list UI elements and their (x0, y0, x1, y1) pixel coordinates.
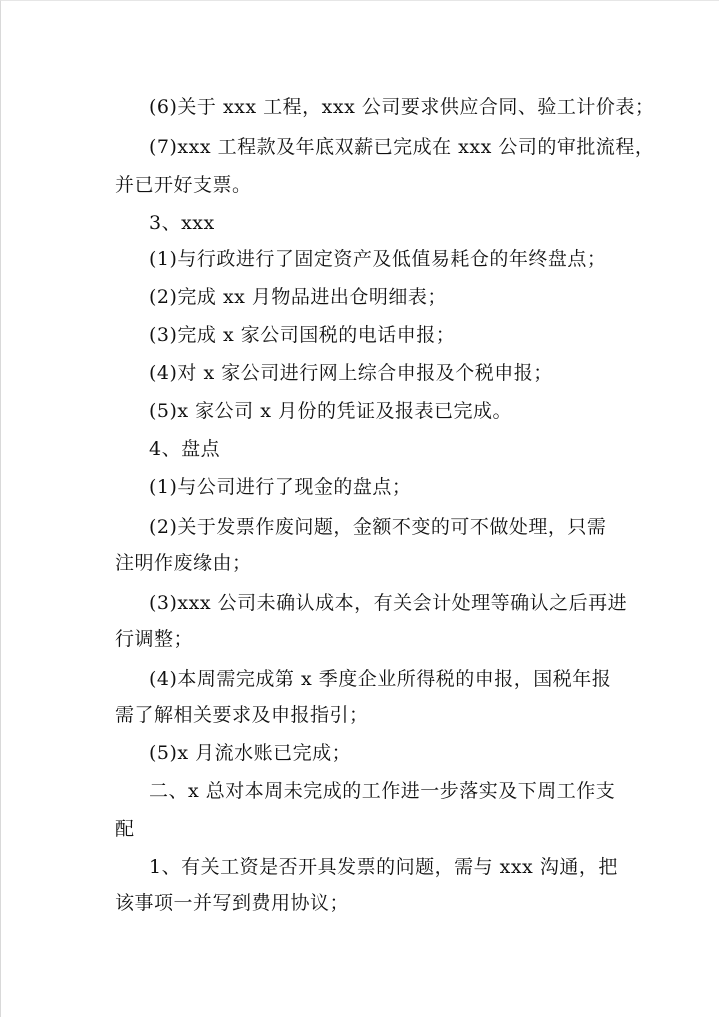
text-line-4-4: (4)本周需完成第 x 季度企业所得税的申报，国税年报 (149, 668, 612, 690)
section-heading-2: 二、x 总对本周未完成的工作进一步落实及下周工作支 (149, 780, 616, 802)
text-line-4-2: (2)关于发票作废问题，金额不变的可不做处理，只需 (149, 516, 607, 538)
text-line-4-4-cont: 需了解相关要求及申报指引； (115, 704, 369, 726)
section-heading-4: 4、盘点 (149, 438, 221, 460)
text-line-2-1: 1、有关工资是否开具发票的问题，需与 xxx 沟通，把 (149, 856, 618, 878)
text-line-4-1: (1)与公司进行了现金的盘点； (149, 476, 412, 498)
text-line-item-6: (6)关于 xxx 工程，xxx 公司要求供应合同、验工计价表； (149, 96, 655, 118)
text-line-3-5: (5)x 家公司 x 月份的凭证及报表已完成。 (149, 400, 512, 422)
section-heading-3: 3、xxx (149, 212, 215, 234)
text-line-4-3: (3)xxx 公司未确认成本，有关会计处理等确认之后再进 (149, 592, 628, 614)
text-line-3-3: (3)完成 x 家公司国税的电话申报； (149, 324, 456, 346)
text-line-4-2-cont: 注明作废缘由； (115, 552, 252, 574)
text-line-3-1: (1)与行政进行了固定资产及低值易耗仓的年终盘点； (149, 248, 607, 270)
text-line-item-7: (7)xxx 工程款及年底双薪已完成在 xxx 公司的审批流程， (149, 136, 655, 158)
text-line-3-2: (2)完成 xx 月物品进出仓明细表； (149, 286, 447, 308)
text-line-4-3-cont: 行调整； (115, 628, 194, 650)
text-line-item-7-cont: 并已开好支票。 (115, 174, 252, 196)
text-line-3-4: (4)对 x 家公司进行网上综合申报及个税申报； (149, 362, 553, 384)
section-heading-2-cont: 配 (115, 818, 135, 840)
text-line-2-1-cont: 该事项一并写到费用协议； (115, 892, 350, 914)
text-line-4-5: (5)x 月流水账已完成； (149, 742, 352, 764)
